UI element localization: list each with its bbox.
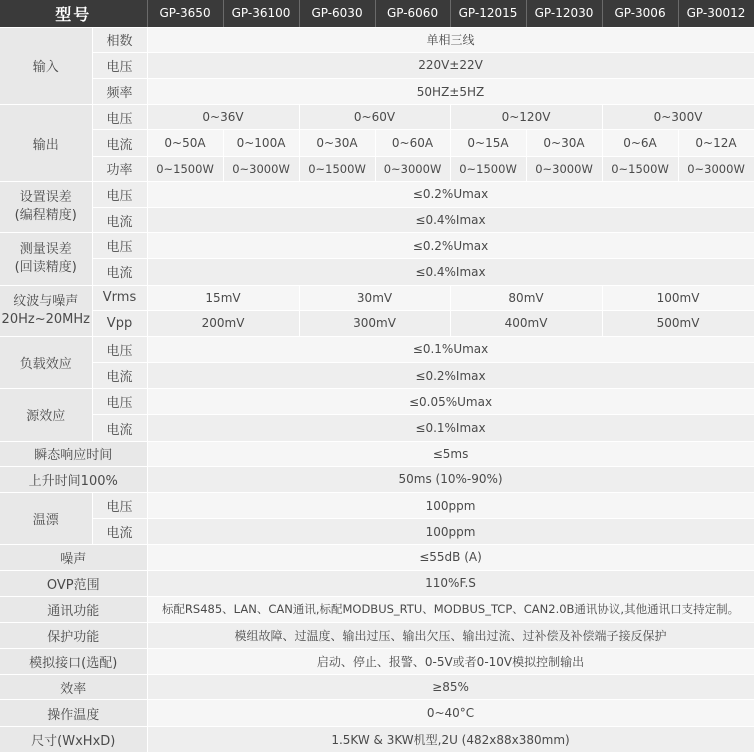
cell-value: 0~3000W: [375, 156, 450, 181]
sub-label: Vrms: [92, 285, 147, 310]
cell-value: 0~3000W: [223, 156, 299, 181]
model-col: GP-36100: [223, 0, 299, 27]
cell-value: 1.5KW & 3KW机型,2U (482x88x380mm): [147, 726, 754, 752]
table-row: [0, 545, 754, 570]
row-label: OVP范围: [0, 570, 147, 596]
cell-value: 标配RS485、LAN、CAN通讯,标配MODBUS_RTU、MODBUS_TCP、CAN2.0B通讯协议,其他通讯口支持定制。: [147, 596, 754, 622]
table-row: [0, 700, 754, 726]
table-row: [0, 233, 754, 259]
model-col: GP-3650: [147, 0, 223, 27]
cell-value: ≤0.2%Umax: [147, 233, 754, 259]
sub-label: 电压: [92, 492, 147, 518]
cell-value: 0~1500W: [450, 156, 526, 181]
group-label-line: 测量误差: [19, 241, 72, 257]
group-label-line: (编程精度): [14, 207, 77, 223]
table-row: [0, 466, 754, 492]
cell-value: 0~60A: [375, 130, 450, 156]
sub-label: 电压: [92, 389, 147, 415]
cell-value: 100mV: [602, 285, 754, 310]
sub-label: 相数: [92, 27, 147, 52]
row-label: 瞬态响应时间: [0, 441, 147, 466]
cell-value: ≥85%: [147, 675, 754, 700]
table-row: [0, 105, 754, 130]
group-label-set-error: [0, 181, 92, 232]
table-row: [0, 336, 754, 362]
table-row: [0, 492, 754, 518]
sub-label: 电流: [92, 519, 147, 545]
table-row: [0, 519, 754, 545]
sub-label: 电压: [92, 105, 147, 130]
table-row: [0, 389, 754, 415]
table-row: [0, 130, 754, 156]
model-col: GP-12015: [450, 0, 526, 27]
table-row: [0, 363, 754, 389]
group-label-ripple: [0, 285, 92, 336]
sub-label: 电流: [92, 259, 147, 285]
cell-value: 80mV: [450, 285, 602, 310]
group-label-line: 20Hz~20MHz: [1, 311, 90, 327]
sub-label: Vpp: [92, 310, 147, 336]
table-row: [0, 52, 754, 78]
row-label: 保护功能: [0, 622, 147, 648]
cell-value: 0~3000W: [526, 156, 602, 181]
cell-value: ≤55dB (A): [147, 545, 754, 570]
cell-value: 200mV: [147, 310, 299, 336]
table-row: [0, 79, 754, 105]
cell-value: 0~30A: [526, 130, 602, 156]
cell-value: 0~6A: [602, 130, 678, 156]
table-row: [0, 441, 754, 466]
model-header: 型号: [0, 0, 147, 27]
cell-value: 0~1500W: [299, 156, 375, 181]
cell-value: 500mV: [602, 310, 754, 336]
cell-value: ≤0.2%Imax: [147, 363, 754, 389]
cell-value: 0~30A: [299, 130, 375, 156]
cell-value: ≤0.4%Imax: [147, 259, 754, 285]
cell-value: 单相三线: [147, 27, 754, 52]
cell-value: 110%F.S: [147, 570, 754, 596]
cell-value: 300mV: [299, 310, 450, 336]
sub-label: 电压: [92, 233, 147, 259]
row-label: 通讯功能: [0, 596, 147, 622]
cell-value: 15mV: [147, 285, 299, 310]
cell-value: 400mV: [450, 310, 602, 336]
sub-label: 电压: [92, 52, 147, 78]
group-label-measure-error: [0, 233, 92, 285]
cell-value: ≤0.4%Imax: [147, 207, 754, 232]
group-label-input: 输入: [0, 27, 92, 105]
row-label: 效率: [0, 675, 147, 700]
cell-value: ≤0.1%Imax: [147, 415, 754, 441]
sub-label: 电压: [92, 336, 147, 362]
sub-label: 电流: [92, 363, 147, 389]
cell-value: 50HZ±5HZ: [147, 79, 754, 105]
cell-value: ≤0.2%Umax: [147, 181, 754, 207]
table-row: [0, 675, 754, 700]
cell-value: 0~3000W: [678, 156, 754, 181]
cell-value: 100ppm: [147, 519, 754, 545]
group-label-load-effect: 负载效应: [0, 336, 92, 388]
group-label-source-effect: 源效应: [0, 389, 92, 441]
table-row: [0, 156, 754, 181]
group-label-line: 纹波与噪声: [13, 293, 79, 309]
row-label: 模拟接口(选配): [0, 649, 147, 675]
row-label: 上升时间100%: [0, 466, 147, 492]
cell-value: 0~100A: [223, 130, 299, 156]
table-row: [0, 27, 754, 52]
cell-value: 模组故障、过温度、输出过压、输出欠压、输出过流、过补偿及补偿端子接反保护: [147, 622, 754, 648]
table-row: [0, 570, 754, 596]
group-label-output: 输出: [0, 105, 92, 182]
header-row: [0, 0, 754, 27]
model-col: GP-30012: [678, 0, 754, 27]
cell-value: 100ppm: [147, 492, 754, 518]
sub-label: 功率: [92, 156, 147, 181]
model-col: GP-6060: [375, 0, 450, 27]
table-row: [0, 207, 754, 232]
table-row: [0, 726, 754, 752]
table-row: [0, 596, 754, 622]
sub-label: 电压: [92, 181, 147, 207]
sub-label: 频率: [92, 79, 147, 105]
sub-label: 电流: [92, 415, 147, 441]
table-row: [0, 649, 754, 675]
cell-value: ≤0.1%Umax: [147, 336, 754, 362]
table-row: [0, 310, 754, 336]
cell-value: 30mV: [299, 285, 450, 310]
model-col: GP-3006: [602, 0, 678, 27]
model-col: GP-6030: [299, 0, 375, 27]
table-row: [0, 415, 754, 441]
cell-value: 0~300V: [602, 105, 754, 130]
table-row: [0, 285, 754, 310]
table-row: [0, 622, 754, 648]
row-label: 操作温度: [0, 700, 147, 726]
table-row: [0, 181, 754, 207]
cell-value: 启动、停止、报警、0-5V或者0-10V模拟控制输出: [147, 649, 754, 675]
sub-label: 电流: [92, 130, 147, 156]
cell-value: 0~12A: [678, 130, 754, 156]
table-row: [0, 259, 754, 285]
cell-value: ≤5ms: [147, 441, 754, 466]
cell-value: 50ms (10%-90%): [147, 466, 754, 492]
row-label: 噪声: [0, 545, 147, 570]
cell-value: 220V±22V: [147, 52, 754, 78]
cell-value: 0~36V: [147, 105, 299, 130]
group-label-temp-drift: 温漂: [0, 492, 92, 544]
group-label-line: 设置误差: [19, 189, 72, 205]
cell-value: 0~60V: [299, 105, 450, 130]
model-col: GP-12030: [526, 0, 602, 27]
cell-value: ≤0.05%Umax: [147, 389, 754, 415]
cell-value: 0~15A: [450, 130, 526, 156]
cell-value: 0~40°C: [147, 700, 754, 726]
cell-value: 0~1500W: [147, 156, 223, 181]
cell-value: 0~1500W: [602, 156, 678, 181]
cell-value: 0~120V: [450, 105, 602, 130]
sub-label: 电流: [92, 207, 147, 232]
cell-value: 0~50A: [147, 130, 223, 156]
group-label-line: (回读精度): [14, 259, 77, 275]
row-label: 尺寸(WxHxD): [0, 726, 147, 752]
